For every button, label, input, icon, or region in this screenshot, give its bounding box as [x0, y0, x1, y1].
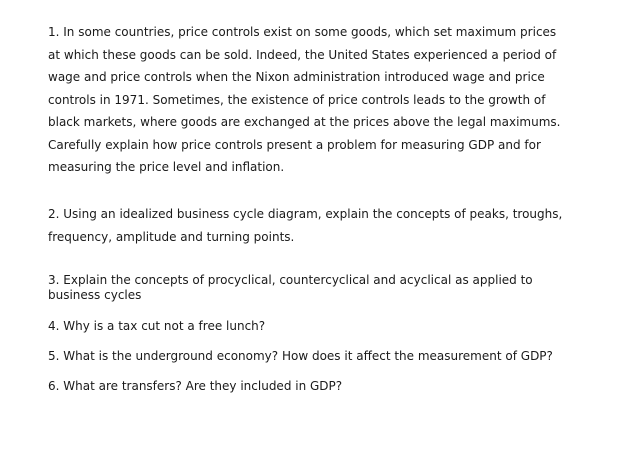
question-2-line: 2. Using an idealized business cycle diagram, explain the concepts of peaks, troughs, — [48, 207, 563, 221]
question-1-line: Carefully explain how price controls present a problem for measuring GDP and for — [48, 137, 541, 152]
question-1-line: wage and price controls when the Nixon administration introduced wage and price — [48, 70, 545, 84]
question-3-line: 3. Explain the concepts of procyclical, countercyclical and acyclical as applied to — [48, 273, 533, 287]
question-1-line: 1. In some countries, price controls exist on some goods, which set maximum prices — [48, 25, 557, 39]
question-1 — [48, 21, 560, 179]
question-3-line: business cycles — [48, 288, 142, 302]
question-6 — [48, 377, 342, 395]
question-1-line: at which these goods can be sold. Indeed, the United States experienced a period of — [48, 47, 557, 62]
question-5-line: 5. What is the underground economy? How does it affect the measurement of GDP? — [48, 349, 553, 363]
question-2 — [48, 203, 562, 248]
question-1-line: controls in 1971. Sometimes, the existence of price controls leads to the growth of — [48, 92, 546, 107]
question-6-line: 6. What are transfers? Are they included in GDP? — [48, 379, 343, 393]
question-2-line: frequency, amplitude and turning points. — [48, 229, 295, 244]
question-3 — [48, 273, 533, 303]
question-4 — [48, 317, 265, 335]
question-1-line: measuring the price level and inflation. — [48, 160, 285, 174]
question-1-line: black markets, where goods are exchanged at the prices above the legal maximums. — [48, 115, 561, 129]
question-5 — [48, 347, 553, 365]
question-4-line: 4. Why is a tax cut not a free lunch? — [48, 319, 266, 333]
